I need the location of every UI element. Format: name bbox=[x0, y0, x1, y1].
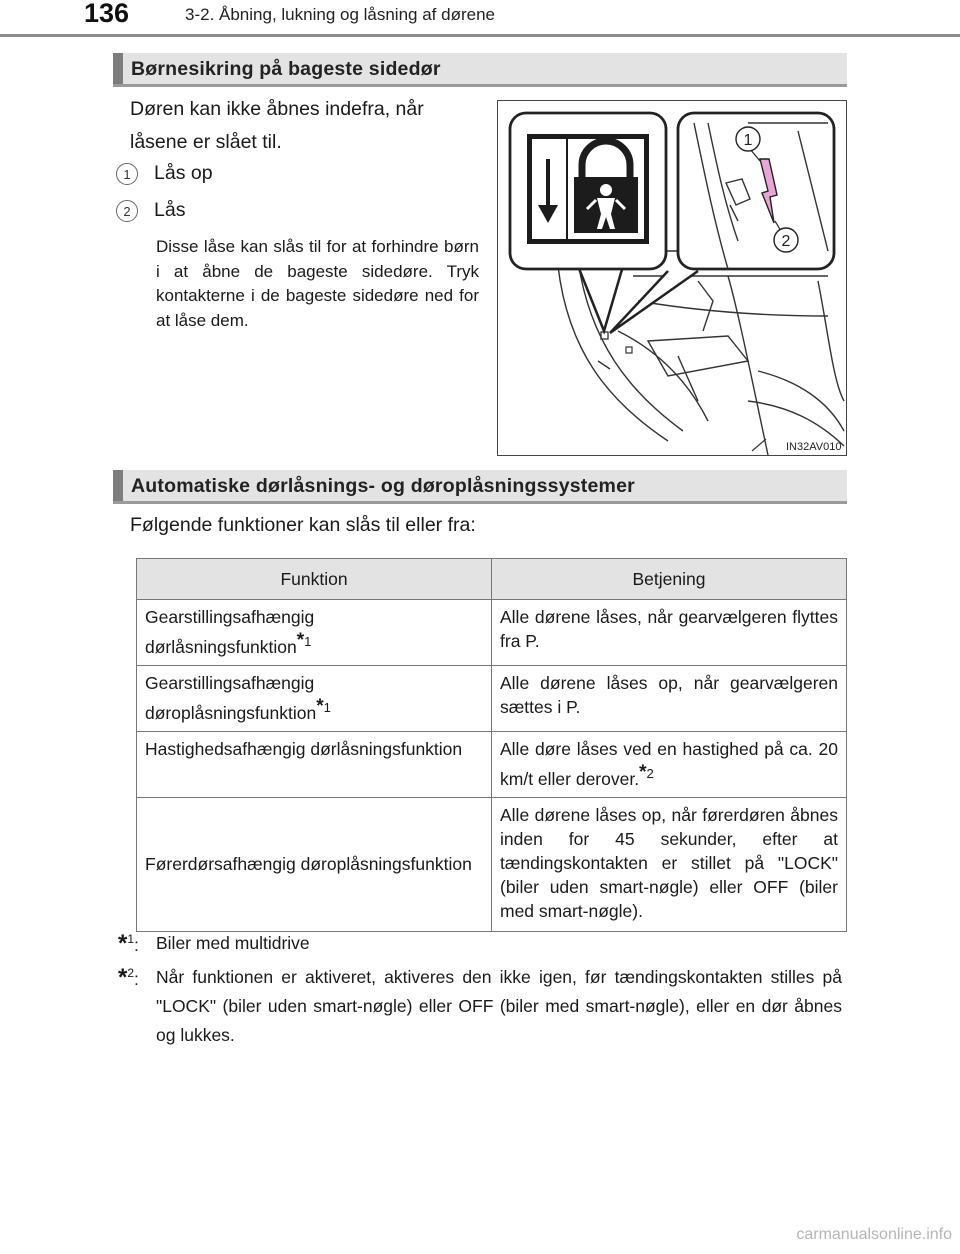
footnote-text: Biler med multidrive bbox=[156, 933, 310, 953]
step-lock bbox=[116, 199, 185, 222]
function-cell bbox=[137, 666, 492, 732]
lead-text: Følgende funktioner kan slås til eller fra: bbox=[130, 514, 476, 536]
table-row bbox=[137, 732, 847, 798]
function-cell: Hastighedsafhængig dørlåsningsfunktion bbox=[137, 732, 492, 798]
note-text: Disse låse kan slås til for at forhindre børn i at åbne de bageste sidedøre. Tryk kontakterne i de bageste sidedøre ned for at låse dem. bbox=[156, 237, 479, 330]
child-lock-illustration bbox=[497, 100, 847, 456]
step-number: 1 bbox=[116, 163, 138, 185]
operation-text: Alle døre låses ved en hastighed på ca. 20 km/t eller derover. bbox=[500, 739, 838, 789]
operation-cell: Alle dørene låses, når gearvælgeren flyttes fra P. bbox=[492, 600, 847, 666]
header-rule bbox=[0, 34, 960, 37]
section-marker bbox=[113, 53, 123, 84]
table-row bbox=[137, 798, 847, 932]
intro-text: Døren kan ikke åbnes indefra, når låsene er slået til. bbox=[130, 98, 424, 153]
page-number: 136 bbox=[84, 0, 130, 28]
column-header: Funktion bbox=[137, 559, 492, 600]
table-row bbox=[137, 666, 847, 732]
section-title: Automatiske dørlåsnings- og døroplåsningssystemer bbox=[131, 475, 635, 497]
footnote-text: Når funktionen er aktiveret, aktiveres den ikke igen, før tændingskontakten stilles på "LOCK" (biler uden smart-nøgle) eller OFF (biler med smart-nøgle), eller en dør åbnes og lukkes. bbox=[156, 967, 842, 1045]
footnote-ref: *1 bbox=[296, 630, 312, 651]
table-row bbox=[137, 600, 847, 666]
table-header-row bbox=[137, 559, 847, 600]
section-title-bar-auto-lock bbox=[113, 470, 847, 504]
function-cell: Førerdørsafhængig døroplåsningsfunktion bbox=[137, 798, 492, 932]
footnote-ref: *2 bbox=[639, 762, 654, 783]
callout-2-label: 2 bbox=[781, 233, 791, 250]
step-label: Lås bbox=[154, 199, 186, 221]
callout-1-label: 1 bbox=[743, 132, 753, 149]
function-text: Gearstillingsafhængig døroplåsningsfunktion bbox=[145, 673, 317, 723]
functions-table bbox=[136, 558, 847, 932]
function-text: Gearstillingsafhængig dørlåsningsfunktion bbox=[145, 607, 315, 657]
step-label: Lås op bbox=[154, 162, 213, 184]
footnote-ref: *1 bbox=[316, 696, 331, 717]
footnote-mark: *$^1$: bbox=[118, 930, 139, 957]
figure-code: IN32AV010 bbox=[786, 441, 842, 453]
operation-cell: Alle dørene låses op, når førerdøren åbnes inden for 45 sekunder, efter at tændingskontakten er stillet på "LOCK" (biler uden smart-nøgle) eller OFF (biler med smart-nøgle). bbox=[492, 798, 847, 932]
section-title: Børnesikring på bageste sidedør bbox=[131, 58, 441, 80]
section-marker bbox=[113, 470, 123, 501]
step-unlock bbox=[116, 162, 213, 185]
chapter-heading: 3-2. Åbning, lukning og låsning af dørene bbox=[185, 5, 495, 24]
function-cell bbox=[137, 600, 492, 666]
operation-cell bbox=[492, 732, 847, 798]
column-header: Betjening bbox=[492, 559, 847, 600]
section-title-bar-child-lock bbox=[113, 53, 847, 87]
watermark: carmanualsonline.info bbox=[796, 1226, 952, 1243]
step-number: 2 bbox=[116, 200, 138, 222]
child-lock-icon bbox=[527, 134, 649, 244]
operation-cell: Alle dørene låses op, når gearvælgeren sættes i P. bbox=[492, 666, 847, 732]
footnote-mark: *$^2$: bbox=[118, 964, 139, 991]
